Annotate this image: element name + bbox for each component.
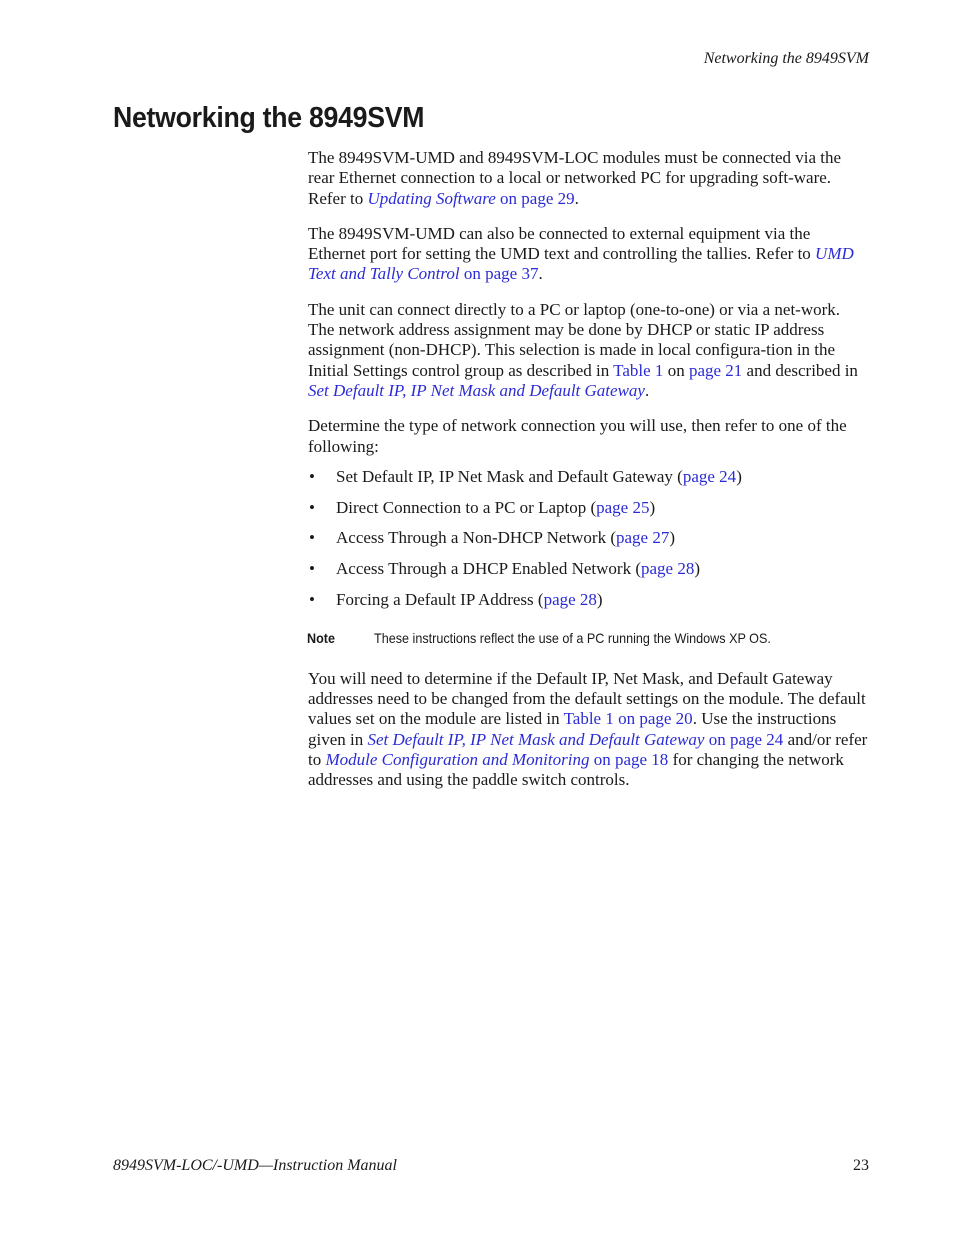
list-item: • Direct Connection to a PC or Laptop (page 25): [309, 497, 656, 517]
link-table-1[interactable]: Table 1: [613, 360, 664, 380]
link-set-default-ip-page[interactable]: on page 24: [704, 729, 784, 749]
note-label: Note: [307, 630, 336, 647]
note-block: [307, 628, 870, 648]
bullet-glyph: •: [309, 497, 315, 517]
link-updating-software[interactable]: Updating Software: [367, 188, 496, 208]
paragraph-determine: Determine the type of network connection you will use, then refer to one of the following:: [308, 416, 847, 456]
paragraph-umd: The 8949SVM-UMD can also be connected to external equipment via the Ethernet port for setting the UMD text and controlling the tallies. Refer to UMD Text and Tally Control on page 37.: [308, 223, 854, 284]
link-page-21[interactable]: page 21: [688, 360, 743, 380]
list-item: • Set Default IP, IP Net Mask and Default Gateway (page 24): [309, 466, 742, 486]
link-page-24[interactable]: page 24: [682, 466, 737, 486]
footer-manual-title: 8949SVM-LOC/-UMD—Instruction Manual: [113, 1157, 397, 1174]
bullet-glyph: •: [309, 590, 315, 610]
link-set-default-ip-2[interactable]: Set Default IP, IP Net Mask and Default Gateway: [367, 729, 705, 749]
connection-options-list: [308, 467, 870, 610]
link-umd-text-tally-page[interactable]: on page 37: [459, 264, 539, 284]
list-item: • Access Through a Non-DHCP Network (page 27): [309, 528, 675, 548]
list-item: • Access Through a DHCP Enabled Network (page 28): [309, 559, 701, 579]
paragraph-connection: The unit can connect directly to a PC or laptop (one-to-one) or via a net-work. The network address assignment may be done by DHCP or static IP address assignment (non-DHCP). This selection is made in local configura-tion in the Initial Settings control group as described in Table 1 on page 21 and described in Set Default IP, IP Net Mask and Default Gateway.: [308, 299, 858, 400]
list-item: • Forcing a Default IP Address (page 28): [309, 590, 603, 610]
link-page-27[interactable]: page 27: [615, 528, 670, 548]
body-column: [308, 148, 870, 805]
link-updating-software-page[interactable]: on page 29: [495, 188, 575, 208]
footer-page-number: 23: [853, 1157, 869, 1174]
link-module-configuration[interactable]: Module Configuration and Monitoring: [325, 749, 590, 769]
link-table-1-page-20[interactable]: Table 1 on page 20: [563, 709, 693, 729]
link-set-default-ip[interactable]: Set Default IP, IP Net Mask and Default Gateway: [308, 380, 645, 400]
link-module-configuration-page[interactable]: on page 18: [589, 749, 669, 769]
link-page-28-forcing[interactable]: page 28: [543, 590, 597, 610]
bullet-glyph: •: [309, 559, 315, 579]
link-page-25[interactable]: page 25: [596, 497, 650, 517]
paragraph-updating: The 8949SVM-UMD and 8949SVM-LOC modules must be connected via the rear Ethernet connection to a local or networked PC for upgrading soft-ware. Refer to Updating Software on page 29.: [308, 148, 842, 208]
paragraph-defaults: You will need to determine if the Default IP, Net Mask, and Default Gateway addresses need to be changed from the default settings on the module. The default values set on the module are listed in Table 1 on page 20. Use the instructions given in Set Default IP, IP Net Mask and Default Gateway on page 24 and/or refer to Module Configuration and Monitoring on page 18 for changing the network addresses and using the paddle switch controls.: [308, 668, 868, 790]
link-page-28-dhcp[interactable]: page 28: [641, 559, 695, 579]
running-header: Networking the 8949SVM: [703, 50, 869, 67]
note-text: These instructions reflect the use of a PC running the Windows XP OS.: [374, 630, 771, 647]
bullet-glyph: •: [309, 528, 315, 548]
link-umd-text-tally[interactable]: UMD Text and Tally Control: [308, 244, 854, 284]
bullet-glyph: •: [309, 466, 315, 486]
page-title: Networking the 8949SVM: [113, 102, 425, 134]
